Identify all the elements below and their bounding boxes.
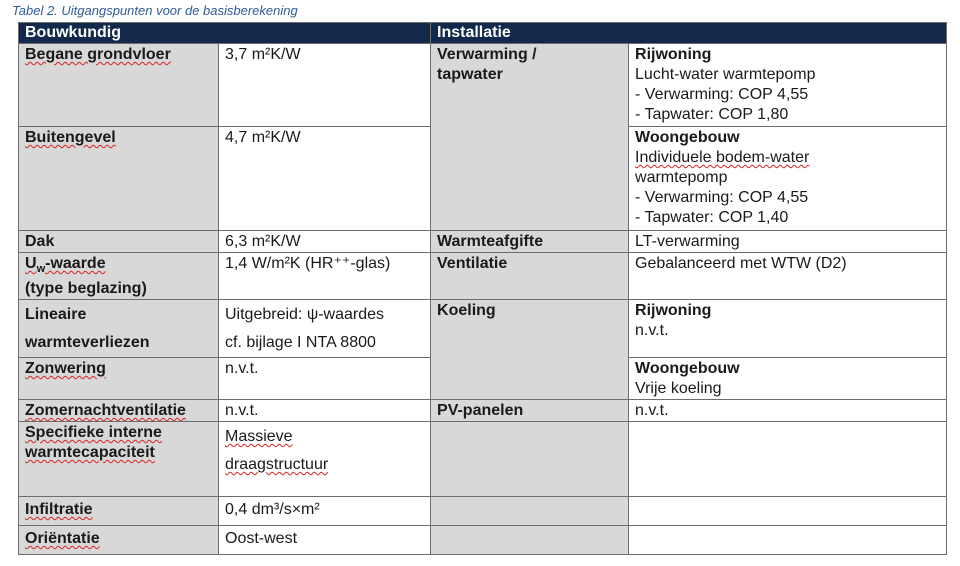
koeling-rijwoning: Rijwoning n.v.t. <box>629 300 947 358</box>
table-row <box>19 526 947 555</box>
value-dak: 6,3 m²K/W <box>219 231 431 253</box>
value-orientatie: Oost-west <box>219 526 431 555</box>
header-installatie: Installatie <box>431 23 947 44</box>
empty-cell <box>629 526 947 555</box>
value-uw-waarde: 1,4 W/m²K (HR⁺⁺-glas) <box>219 253 431 300</box>
label-koeling: Koeling <box>431 300 629 400</box>
label-zonwering: Zonwering <box>19 358 219 400</box>
label-buitengevel: Buitengevel <box>19 127 219 231</box>
header-row <box>19 23 947 44</box>
label-zomernachtventilatie: Zomernachtventilatie <box>19 400 219 422</box>
value-pv-panelen: n.v.t. <box>629 400 947 422</box>
value-buitengevel: 4,7 m²K/W <box>219 127 431 231</box>
table-row <box>19 497 947 526</box>
value-zomernachtventilatie: n.v.t. <box>219 400 431 422</box>
table-row <box>19 231 947 253</box>
koeling-woongebouw: Woongebouw Vrije koeling <box>629 358 947 400</box>
value-lineaire-warmteverliezen: Uitgebreid: ψ-waardes cf. bijlage I NTA 8800 <box>219 300 431 358</box>
value-infiltratie: 0,4 dm³/s×m² <box>219 497 431 526</box>
label-specifieke-warmtecapaciteit: Specifieke interne warmtecapaciteit <box>19 422 219 497</box>
value-ventilatie: Gebalanceerd met WTW (D2) <box>629 253 947 300</box>
table-caption: Tabel 2. Uitgangspunten voor de basisberekening <box>12 3 298 18</box>
table-row <box>19 253 947 300</box>
verwarming-rijwoning: Rijwoning Lucht-water warmtepomp - Verwarming: COP 4,55 - Tapwater: COP 1,80 <box>629 44 947 127</box>
label-infiltratie: Infiltratie <box>19 497 219 526</box>
value-begane-grondvloer: 3,7 m²K/W <box>219 44 431 127</box>
label-verwarming-tapwater: Verwarming / tapwater <box>431 44 629 231</box>
uitgangspunten-table <box>18 22 947 555</box>
empty-cell <box>431 497 629 526</box>
empty-cell <box>629 497 947 526</box>
verwarming-woongebouw: Woongebouw Individuele bodem-water warmtepomp - Verwarming: COP 4,55 - Tapwater: COP 1,40 <box>629 127 947 231</box>
empty-cell <box>431 422 629 497</box>
empty-cell <box>629 422 947 497</box>
table-row <box>19 400 947 422</box>
label-uw-waarde: $U_w$-waarde (type beglazing) <box>19 253 219 300</box>
label-ventilatie: Ventilatie <box>431 253 629 300</box>
empty-cell <box>431 526 629 555</box>
label-begane-grondvloer: Begane grondvloer <box>19 44 219 127</box>
header-bouwkundig: Bouwkundig <box>19 23 431 44</box>
label-orientatie: Oriëntatie <box>19 526 219 555</box>
value-zonwering: n.v.t. <box>219 358 431 400</box>
table-row <box>19 300 947 358</box>
table-row <box>19 44 947 127</box>
label-warmteafgifte: Warmteafgifte <box>431 231 629 253</box>
label-pv-panelen: PV-panelen <box>431 400 629 422</box>
table-row <box>19 422 947 497</box>
value-specifieke-warmtecapaciteit: Massieve draagstructuur <box>219 422 431 497</box>
value-warmteafgifte: LT-verwarming <box>629 231 947 253</box>
label-dak: Dak <box>19 231 219 253</box>
label-lineaire-warmteverliezen: Lineaire warmteverliezen <box>19 300 219 358</box>
